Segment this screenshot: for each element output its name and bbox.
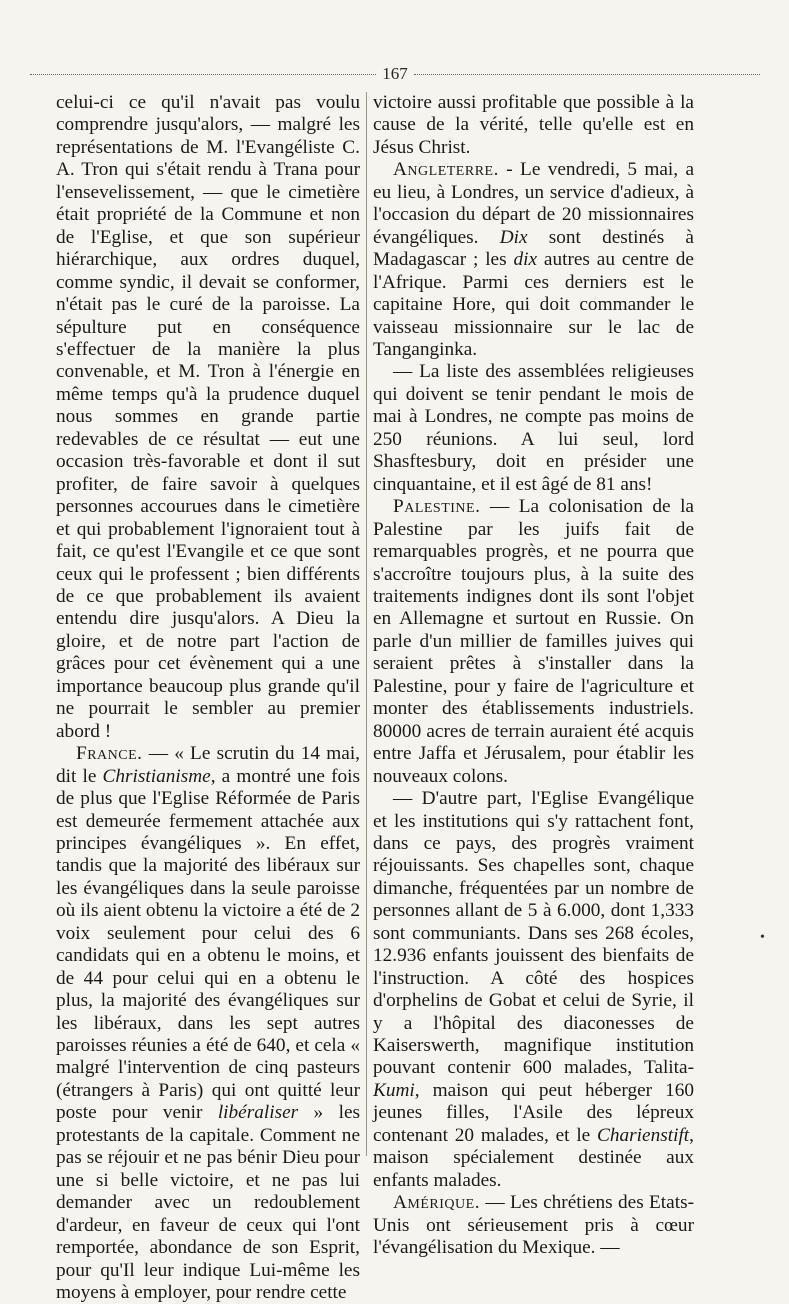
- italic-word: Kumi: [373, 1079, 415, 1101]
- text-run: , a montré une fois de plus que l'Eglise Réformée de Paris est demeurée fermement attachée aux principes évangéliques ». En effet, tandis que la majorité des libéraux sur les évangéliques dans la seule paroisse où ils aient obtenu la victoire a été de 2 voix seulement pour celui des 6 candidats qui en a obtenu le moins, et de 44 pour celui qui en a obtenu le plus, la majorité des évangéliques sur les libéraux, dans les sept autres paroisses réunies a été de 640, et cela « malgré l'intervention de cinq pasteurs (étrangers à Paris) qui ont quitté leur poste pour venir: [56, 765, 360, 1124]
- text-run: - Le vendredi, 5 mai, a eu lieu, à Londres, un service d'adieux, à l'occasion du départ de 20 missionnaires évangéliques.: [373, 159, 694, 248]
- paragraph-angleterre: [373, 159, 694, 361]
- section-heading-angleterre: Angleterre.: [393, 159, 499, 181]
- text-run: autres au centre de l'Afrique. Parmi ces derniers est le capitaine Hore, qui doit commander le vaisseau missionnaire sur le lac de Tanganginka.: [373, 249, 694, 360]
- italic-word: Charienstift: [597, 1124, 690, 1146]
- page-header: [30, 62, 760, 86]
- text-run: — D'autre part, l'Eglise Evangélique et les institutions qui s'y rattachent font, dans ce pays, des progrès vraiment réjouissants. Ses chapelles sont, chaque dimanche, fréquentées par un nombre de personnes allant de 5 à 6.000, dont 1,333 sont communiants. Dans ses 268 écoles, 12.936 enfants jouissent des bienfaits de l'instruction. A côté des hospices d'orphelins de Gobat et celui de Syrie, il y a l'hôpital des diaconesses de Kaiserswerth, magnifique institution pouvant contenir 600 malades, Talita-: [373, 788, 694, 1079]
- text-run: — Les chrétiens des Etats-Unis ont sérieusement pris à cœur l'évangélisation du Mexique. —: [373, 1192, 694, 1259]
- paragraph-palestine: [373, 496, 694, 788]
- publication-title: Christianisme: [102, 765, 211, 787]
- text-run: , maison qui peut héberger 160 jeunes filles, l'Asile des lépreux contenant 20 malades, et le: [373, 1079, 694, 1146]
- section-heading-amerique: Amérique.: [393, 1192, 481, 1214]
- right-column: [373, 92, 694, 1260]
- paragraph: — La liste des assemblées religieuses qui doivent se tenir pendant le mois de mai à Londres, ne compte pas moins de 250 réunions. A lui seul, lord Shasftesbury, doit en présider une cinquantaine, et il est âgé de 81 ans!: [373, 361, 694, 495]
- paragraph-amerique: [373, 1192, 694, 1259]
- text-run: — « Le scrutin du 14 mai, dit le: [56, 743, 360, 787]
- italic-word: libéraliser: [217, 1102, 299, 1124]
- text-run: sont destinés à Madagascar ; les: [373, 226, 694, 271]
- page-number: 167: [382, 64, 408, 83]
- text-run: , maison spécialement destinée aux enfants malades.: [373, 1124, 694, 1191]
- paragraph-france: [56, 743, 360, 1304]
- italic-word: dix: [513, 249, 538, 271]
- paragraph: [373, 788, 694, 1192]
- section-heading-palestine: Palestine.: [393, 496, 481, 518]
- header-rule-left: [30, 74, 376, 75]
- left-column: [56, 92, 360, 1304]
- column-divider: [366, 92, 367, 1156]
- section-heading-france: France.: [76, 743, 143, 765]
- paragraph: victoire aussi profitable que possible à la cause de la vérité, telle qu'elle est en Jésus Christ.: [373, 92, 694, 158]
- header-rule-right: [414, 74, 760, 75]
- text-run: — La colonisation de la Palestine par les juifs fait de remarquables progrès, et ne pourra que s'accroître toujours plus, à la suite des traitements indignes dont ils sont l'objet en Allemagne et surtout en Russie. On parle d'un millier de familles juives qui seraient prêtes à s'installer dans la Palestine, pour y faire de l'agriculture et monter des établissements industriels. 80000 acres de terrain auraient été acquis entre Jaffa et Jérusalem, pour établir les nouveaux colons.: [373, 496, 694, 787]
- margin-mark: •: [760, 930, 765, 945]
- text-run: » les protestants de la capitale. Comment ne pas se réjouir et ne pas bénir Dieu pour une si belle victoire, et ne pas lui demander avec un redoublement d'ardeur, en faveur de ceux qui l'ont remportée, abondance de son Esprit, pour qu'Il leur indique Lui-même les moyens à employer, pour rendre cette: [56, 1102, 361, 1304]
- italic-word: Dix: [499, 226, 528, 248]
- paragraph: celui-ci ce qu'il n'avait pas voulu comprendre jusqu'alors, — malgré les représentations de M. l'Evangéliste C. A. Tron qui s'était rendu à Trana pour l'ensevelissement, — que le cimetière était propriété de la Commune et non de l'Eglise, et que son supérieur hiérarchique, aux ordres duquel, comme syndic, il devait se conformer, n'était pas le curé de la paroisse. La sépulture put en conséquence s'effectuer de la manière la plus convenable, et M. Tron à l'énergie en même temps qu'à la prudence duquel nous sommes en grande partie redevables de ce résultat — eut une occasion très-favorable et dont il sut profiter, de faire savoir à quelques personnes accourues dans le cimetière et qui probablement l'ignoraient tout à fait, ce qu'est l'Evangile et ce que sont ceux qui le professent ; bien différents de ce que probablement ils avaient entendu dire jusqu'alors. A Dieu la gloire, et de notre part l'action de grâces pour cet évènement qui a une importance beaucoup plus grande qu'il ne pourrait le sembler au premier abord !: [56, 92, 360, 742]
